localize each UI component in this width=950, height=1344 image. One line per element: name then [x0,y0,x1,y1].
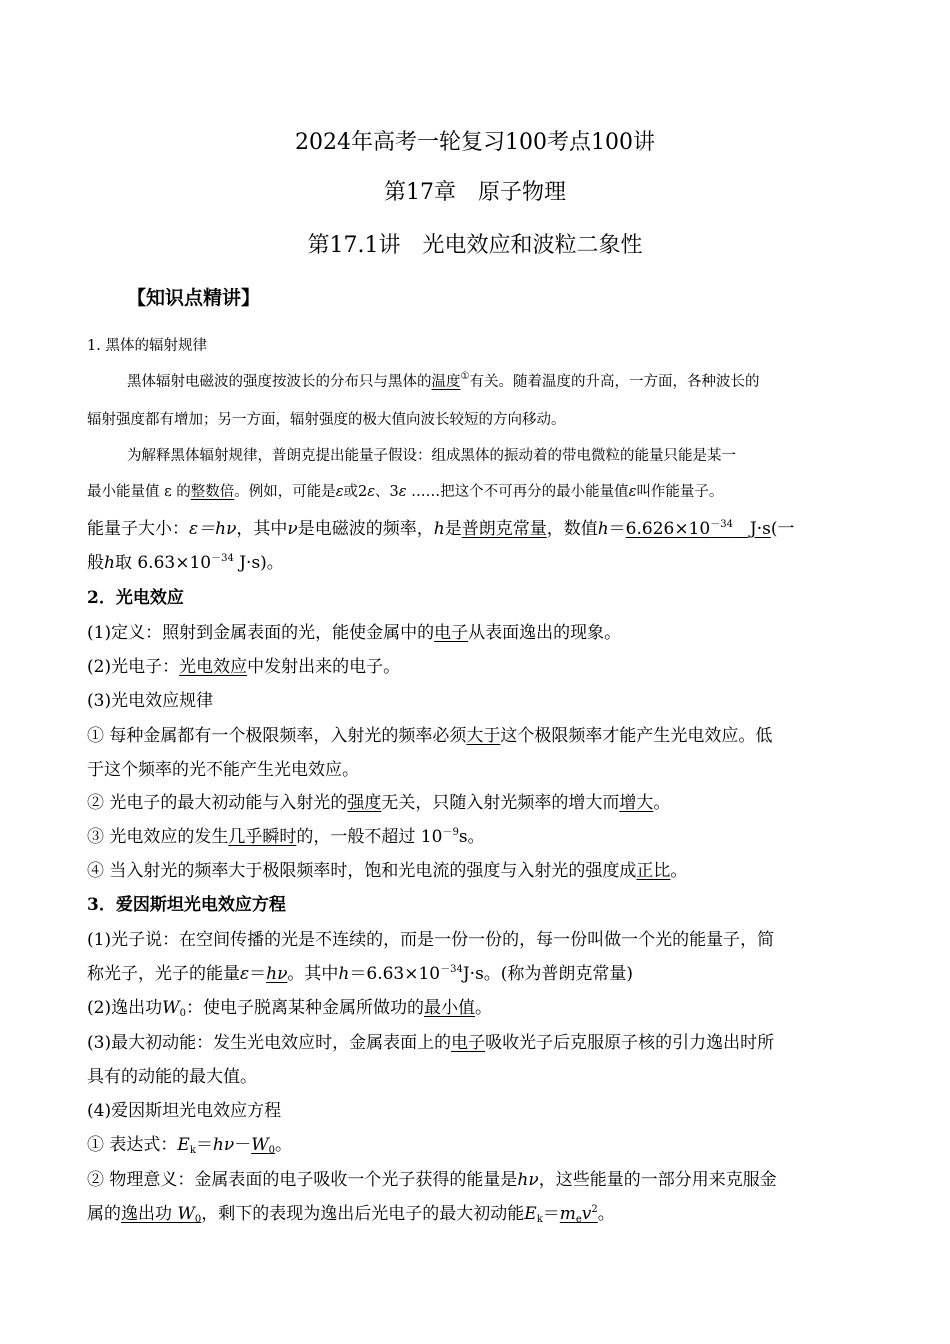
main-title: 2024年高考一轮复习100考点100讲 [295,130,655,155]
s2-law-heading: (3)光电效应规律 [87,691,214,711]
s2-rule1-line1: ① 每种金属都有一个极限频率，入射光的频率必须大于这个极限频率才能产生光电效应。低 [87,726,773,746]
underline-w0: $W_0$ [251,1135,276,1156]
s3-equation-heading: (4)爱因斯坦光电效应方程 [87,1101,282,1121]
s2-rule3: ③ 光电效应的发生几乎瞬时的，一般不超过 $10^{-9}s$。 [87,827,485,847]
s1-p2-line2: 最小能量值 ε 的整数倍。例如，可能是ε或2ε、3ε ……把这个不可再分的最小能量值ε叫作能量子。 [87,484,724,500]
underline-integer-multiple: 整数倍 [190,484,235,500]
s3-max-ke-line2: 具有的动能的最大值。 [87,1067,257,1087]
s1-p1-line1: 黑体辐射电磁波的强度按波长的分布只与黑体的温度①有关。随着温度的升高，一方面，各种波长的 [127,371,760,390]
s3-meaning-line1: ② 物理意义：金属表面的电子吸收一个光子获得的能量是hν，这些能量的一部分用来克服金 [87,1170,777,1190]
underline-hv: hν [266,964,288,984]
s2-rule2: ② 光电子的最大初动能与入射光的强度无关，只随入射光频率的增大而增大。 [87,793,671,813]
underline-electron-2: 电子 [451,1033,486,1053]
underline-temperature: 温度 [431,374,461,390]
s2-rule4: ④ 当入射光的频率大于极限频率时，饱和光电流的强度与入射光的强度成正比。 [87,861,688,881]
s2-definition: (1)定义：照射到金属表面的光，能使金属中的电子从表面逸出的现象。 [87,623,622,643]
underline-electron: 电子 [434,623,469,643]
energy-quantum-line2: 般h取 $6.63\times 10^{-34}$ J·s)。 [87,553,284,573]
underline-greater-than: 大于 [466,726,501,746]
underline-planck-value: $6.626\times 10^{-34}$ J·s [625,519,771,539]
s1-p1-line2: 辐射强度都有增加；另一方面，辐射强度的极大值向波长较短的方向移动。 [87,412,566,428]
underline-instant: 几乎瞬时 [228,827,297,847]
underline-intensity: 强度 [347,793,382,813]
underline-proportional: 正比 [636,861,671,881]
s3-meaning-line2: 属的逸出功 $W_0$，剩下的表现为逸出后光电子的最大初动能$E_k=m_ev^2$。 [87,1204,615,1225]
energy-quantum-line1: 能量子大小：ε＝hν，其中ν是电磁波的频率，h是普朗克常量，数值$h=6.626\times 10^{-34}$ J·s(一 [87,519,795,539]
underline-photoelectric-effect: 光电效应 [179,657,248,677]
lecture-title: 第17.1讲 光电效应和波粒二象性 [307,233,643,258]
underline-work-function: 逸出功 $W_0$ [121,1204,202,1225]
s1-heading: 1. 黑体的辐射规律 [87,338,207,354]
s2-rule1-line2: 于这个频率的光不能产生光电效应。 [87,760,359,780]
underline-mev2: $m_ev^2$ [559,1204,598,1225]
s3-work-function: (2)逸出功$W_0$：使电子脱离某种金属所做功的最小值。 [87,998,492,1019]
underline-increase: 增大 [619,793,654,813]
chapter-title: 第17章 原子物理 [384,180,566,205]
underline-planck-constant: 普朗克常量 [461,519,547,539]
s3-photon-line1: (1)光子说：在空间传播的光是不连续的，而是一份一份的，每一份叫做一个光的能量子，简 [87,930,775,950]
s2-heading: 2．光电效应 [87,588,184,608]
underline-minimum: 最小值 [423,998,475,1018]
section-header: 【知识点精讲】 [127,287,261,309]
s2-photoelectron: (2)光电子：光电效应中发射出来的电子。 [87,657,401,677]
s3-heading: 3．爱因斯坦光电效应方程 [87,895,286,915]
s1-p2-line1: 为解释黑体辐射规律，普朗克提出能量子假设：组成黑体的振动着的带电微粒的能量只能是某一 [127,448,736,464]
footnote-mark: ① [460,371,470,382]
s3-max-ke-line1: (3)最大初动能：发生光电效应时，金属表面上的电子吸收光子后克服原子核的引力逸出时所 [87,1033,775,1053]
s3-photon-line2: 称光子，光子的能量ε＝hν。其中$h=6.63\times 10^{-34}J\cdot s$。(称为普朗克常量) [87,964,634,984]
s3-expression: ① 表达式：$E_k=h\nu-W_0$。 [87,1135,293,1156]
